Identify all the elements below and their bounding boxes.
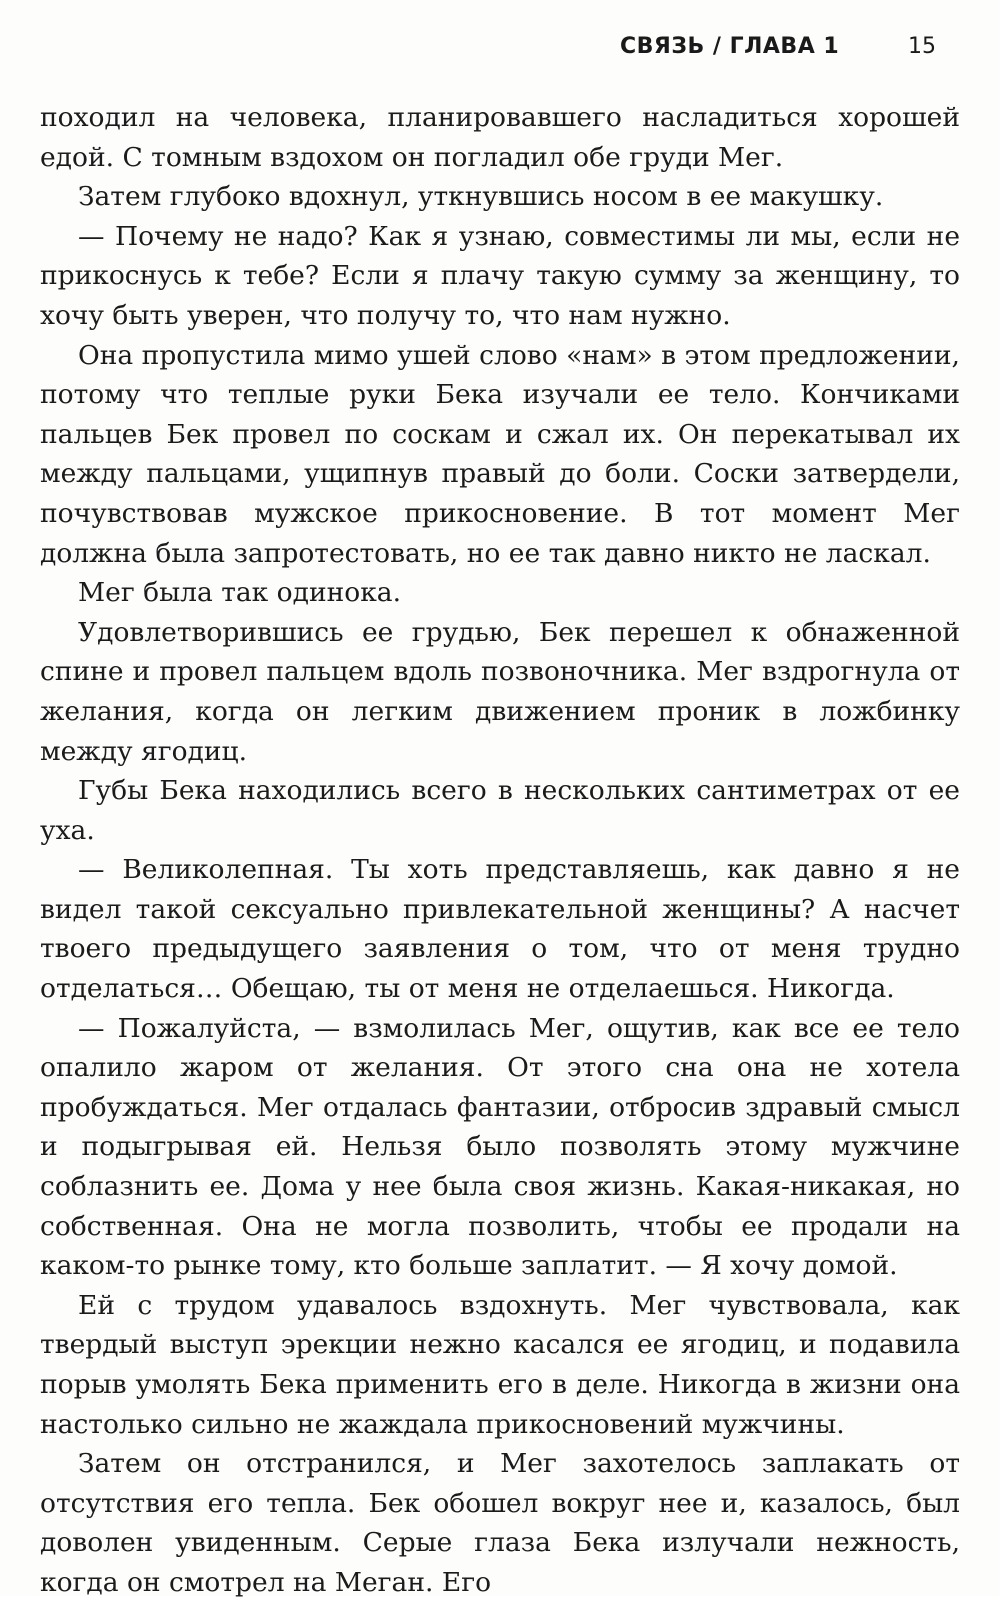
paragraph: — Пожалуйста, — взмолилась Мег, ощутив, как все ее тело опалило жаром от желания. От этого сна она не хотела пробуждаться. Мег отдалась фантазии, отбросив здравый смысл и подыгрывая ей. Нельзя было позволять этому мужчине соблазнить ее. Дома у нее была своя жизнь. Какая-никакая, но собственная. Она не могла позволить, чтобы ее продали на каком-то рынке тому, кто больше заплатит. — Я хочу домой. xyxy=(40,1012,960,1282)
body-text xyxy=(40,98,960,1603)
paragraph: Затем он отстранился, и Мег захотелось заплакать от отсутствия его тепла. Бек обошел вокруг нее и, казалось, был доволен увиденным. Серые глаза Бека излучали нежность, когда он смотрел на Меган. Его xyxy=(40,1448,960,1598)
chapter-title: СВЯЗЬ / ГЛАВА 1 xyxy=(620,34,840,59)
page-number: 15 xyxy=(908,34,936,59)
paragraph: походил на человека, планировавшего насладиться хорошей едой. С томным вздохом он погладил обе груди Мег. xyxy=(40,102,960,173)
paragraph: — Почему не надо? Как я узнаю, совместимы ли мы, если не прикоснусь к тебе? Если я плачу такую сумму за женщину, то хочу быть уверен, что получу то, что нам нужно. xyxy=(40,220,960,331)
paragraph: Она пропустила мимо ушей слово «нам» в этом предложении, потому что теплые руки Бека изучали ее тело. Кончиками пальцев Бек провел по соскам и сжал их. Он перекатывал их между пальцами, ущипнув правый до боли. Соски затвердели, почувствовав мужское прикосновение. В тот момент Мег должна была запротестовать, но ее так давно никто не ласкал. xyxy=(40,339,960,569)
paragraph: Затем глубоко вдохнул, уткнувшись носом в ее макушку. xyxy=(78,181,884,213)
paragraph: Удовлетворившись ее грудью, Бек перешел к обнаженной спине и провел пальцем вдоль позвоночника. Мег вздрогнула от желания, когда он легким движением проник в ложбинку между ягодиц. xyxy=(40,616,960,767)
paragraph: — Великолепная. Ты хоть представляешь, как давно я не видел такой сексуально привлекательной женщины? А насчет твоего предыдущего заявления о том, что от меня трудно отделаться… Обещаю, ты от меня не отделаешься. Никогда. xyxy=(40,854,960,1005)
running-head xyxy=(600,34,940,64)
paragraph: Губы Бека находились всего в нескольких сантиметрах от ее уха. xyxy=(40,775,960,846)
paragraph: Мег была так одинока. xyxy=(78,577,402,609)
paragraph: Ей с трудом удавалось вздохнуть. Мег чувствовала, как твердый выступ эрекции нежно касался ее ягодиц, и подавила порыв умолять Бека применить его в деле. Никогда в жизни она настолько сильно не жаждала прикосновений мужчины. xyxy=(40,1289,960,1440)
